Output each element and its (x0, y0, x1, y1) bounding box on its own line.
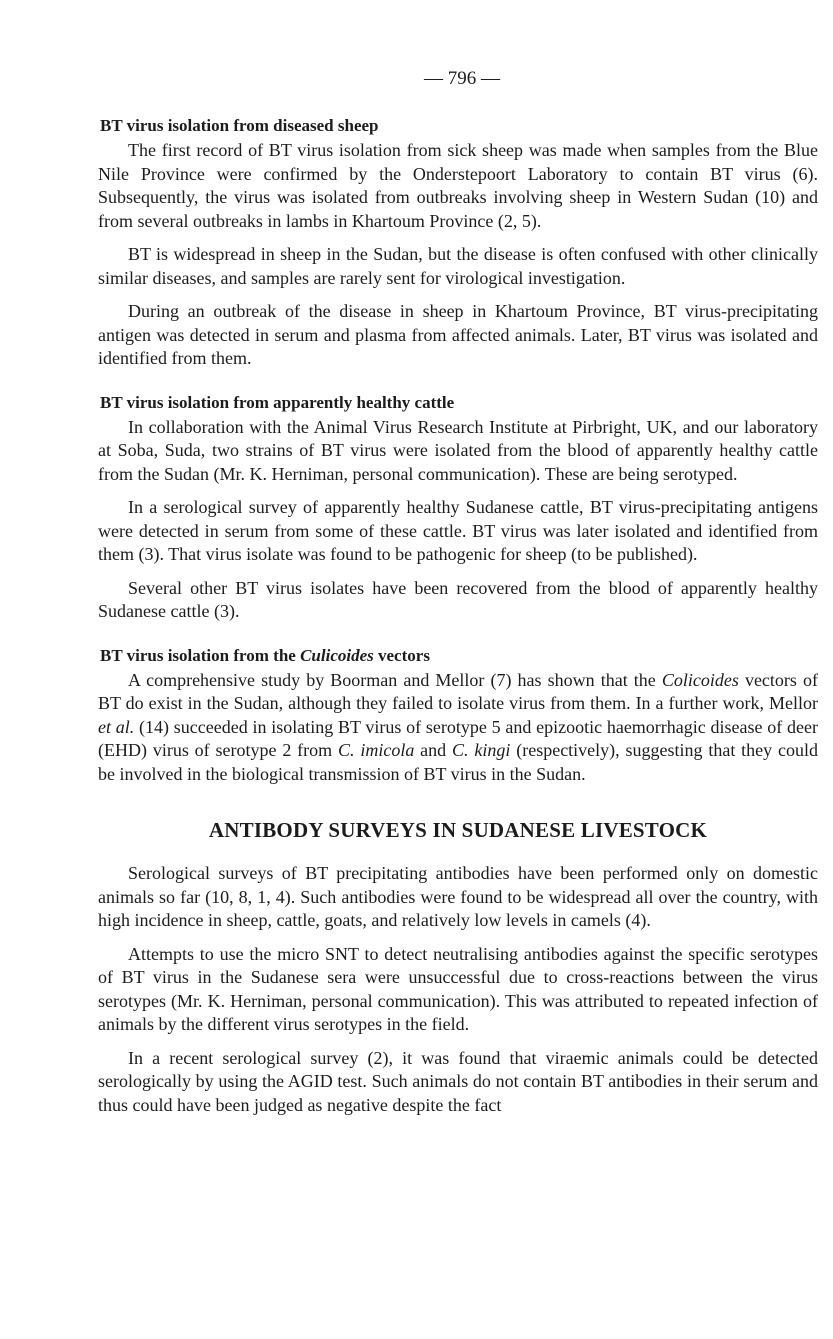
document-page (98, 64, 818, 1117)
section-healthy-cattle (98, 391, 818, 624)
section-heading: BT virus isolation from apparently healthy cattle (100, 392, 455, 412)
paragraph: Attempts to use the micro SNT to detect neutralising antibodies against the specific serotypes of BT virus in the Sudanese sera were unsuccessful due to cross-reactions between the virus serotypes (Mr. K. Herniman, personal communication). This was attributed to repeated infection of animals by the different virus serotypes in the field. (98, 943, 818, 1034)
text-run: (14) succeeded in isolating BT virus of serotype 5 and epizootic haemorrhagic disease of deer (EHD) virus of serotype 2 from (98, 716, 818, 760)
section-culicoides-vectors (98, 644, 818, 787)
section-antibody-surveys (98, 862, 818, 1117)
text-run: A comprehensive study by Boorman and Mellor (7) has shown that the (128, 669, 662, 690)
paragraph: In collaboration with the Animal Virus Research Institute at Pirbright, UK, and our laboratory at Soba, Suda, two strains of BT virus were isolated from the blood of apparently healthy cattle from the Sudan (Mr. K. Herniman, personal communication). These are being serotyped. (98, 416, 818, 484)
paragraph: Serological surveys of BT precipitating antibodies have been performed only on domestic animals so far (10, 8, 1, 4). Such antibodies were found to be widespread all over the country, with high incidence in sheep, cattle, goats, and relatively low levels in camels (4). (98, 863, 818, 930)
paragraph: During an outbreak of the disease in sheep in Khartoum Province, BT virus-precipitating antigen was detected in serum and plasma from affected animals. Later, BT virus was isolated and identified from them. (98, 301, 818, 368)
text-run: and (414, 740, 453, 760)
section-diseased-sheep (98, 114, 818, 371)
paragraph: Several other BT virus isolates have been recovered from the blood of apparently healthy Sudanese cattle (3). (98, 577, 818, 621)
text-run: (respectively), suggesting that they could be involved in the biological transmission of BT virus in the Sudan. (98, 740, 819, 784)
heading-text: BT virus isolation from the (100, 645, 301, 665)
heading-italic-text: Culicoides (300, 645, 374, 665)
major-heading: ANTIBODY SURVEYS IN SUDANESE LIVESTOCK (208, 818, 708, 842)
section-heading (100, 644, 818, 667)
italic-run: C. kingi (452, 740, 511, 760)
paragraph: BT is widespread in sheep in the Sudan, but the disease is often confused with other clinically similar diseases, and samples are rarely sent for virological investigation. (98, 244, 818, 288)
paragraph: In a serological survey of apparently healthy Sudanese cattle, BT virus-precipitating antigens were detected in serum from some of these cattle. BT virus was later isolated and identified from them (3). That virus isolate was found to be pathogenic for sheep (to be published). (98, 497, 818, 564)
italic-run: C. imicola (338, 740, 415, 760)
italic-run: Colicoides (661, 669, 739, 690)
heading-text: vectors (373, 645, 430, 665)
text-run: vectors of BT do exist in the Sudan, although they failed to isolate virus from them. In a further work, Mellor (98, 669, 818, 713)
paragraph: The first record of BT virus isolation from sick sheep was made when samples from the Blue Nile Province were confirmed by the Onderstepoort Laboratory to contain BT virus (6). Subsequently, the virus was isolated from outbreaks involving sheep in Western Sudan (10) and from several outbreaks in lambs in Khartoum Province (2, 5). (98, 140, 818, 231)
section-heading: BT virus isolation from diseased sheep (100, 116, 379, 135)
paragraph (98, 669, 818, 787)
italic-run: et al. (98, 716, 135, 737)
paragraph: In a recent serological survey (2), it was found that viraemic animals could be detected serologically by using the AGID test. Such animals do not contain BT antibodies in their serum and thus could have been judged as negative despite the fact (98, 1047, 818, 1115)
page-number: — 796 — (424, 68, 500, 89)
